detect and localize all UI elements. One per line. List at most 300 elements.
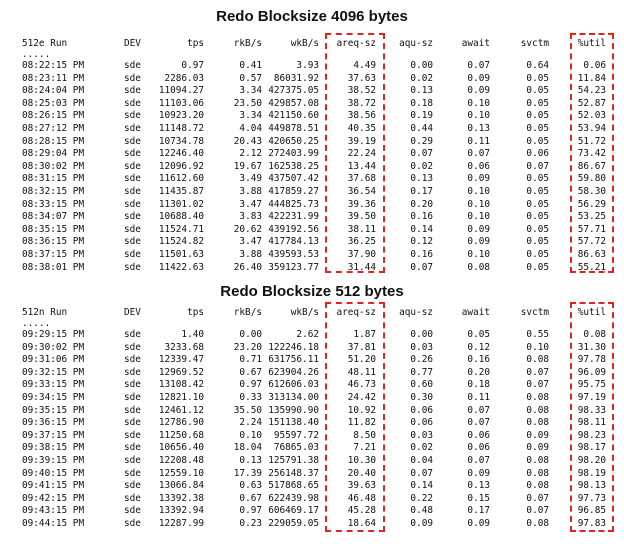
table-cell: 4.04 (239, 123, 262, 134)
table-cell: 52.87 (577, 97, 606, 109)
table-cell: 0.05 (526, 97, 549, 109)
table-cell: 38.72 (347, 97, 376, 109)
table-row (0, 110, 624, 121)
table-cell: 0.11 (467, 135, 490, 147)
table-cell: 08:38:01 PM (22, 261, 85, 273)
table-cell: 0.08 (526, 354, 549, 366)
table-cell: sde (124, 198, 141, 210)
table-cell: 0.09 (467, 518, 490, 529)
table-cell: 0.15 (467, 492, 490, 504)
column-header: tps (187, 38, 204, 49)
table-cell: 313134.00 (268, 392, 319, 403)
table-cell: 3.93 (296, 60, 319, 71)
table-cell: 0.02 (410, 442, 433, 454)
table-cell: 20.43 (233, 135, 262, 147)
table-cell: 11524.82 (158, 236, 204, 248)
table-cell: 0.55 (526, 329, 549, 340)
table-cell: 37.63 (347, 72, 376, 84)
column-header: wkB/s (290, 38, 319, 49)
table-cell: 3.83 (239, 211, 262, 223)
table-cell: 162538.25 (268, 160, 319, 172)
table-cell: 0.67 (239, 492, 262, 504)
ellipsis-line (0, 49, 624, 60)
table-cell: 36.54 (347, 186, 376, 197)
table-cell: 0.09 (467, 72, 490, 84)
table-row (0, 73, 624, 84)
table-cell: 11301.02 (158, 198, 204, 210)
table-cell: 417784.13 (268, 236, 319, 248)
table-cell: 38.52 (347, 85, 376, 97)
table-cell: sde (124, 135, 141, 147)
table-row (0, 136, 624, 147)
table-cell: 12287.99 (158, 518, 204, 529)
table-cell: sde (124, 186, 141, 197)
table-cell: 37.81 (347, 341, 376, 353)
table-cell: sde (124, 85, 141, 97)
table-cell: 0.08 (526, 392, 549, 403)
table-cell: 11.82 (347, 417, 376, 429)
table-cell: 0.13 (467, 480, 490, 492)
table-cell: 08:36:15 PM (22, 236, 85, 248)
table-cell: 0.03 (410, 429, 433, 441)
table-cell: 08:37:15 PM (22, 249, 85, 260)
table-cell: 08:30:02 PM (22, 160, 85, 172)
table-cell: 09:44:15 PM (22, 518, 85, 529)
section-1-title: Redo Blocksize 4096 bytes (216, 8, 408, 25)
table-row (0, 417, 624, 428)
table-cell: 38.11 (347, 223, 376, 235)
table-cell: 18.04 (233, 442, 262, 454)
table-cell: 0.33 (239, 392, 262, 403)
table-cell: 3.47 (239, 198, 262, 210)
table-cell: 51.72 (577, 135, 606, 147)
table-cell: 0.07 (410, 148, 433, 160)
ellipsis: ..... (22, 318, 51, 329)
table-cell: 96.85 (577, 505, 606, 517)
table-cell: 10.92 (347, 404, 376, 416)
table-cell: 08:26:15 PM (22, 110, 85, 122)
table-cell: 0.08 (526, 455, 549, 466)
column-header: await (461, 307, 490, 318)
table-cell: 0.09 (467, 467, 490, 479)
table-cell: 98.23 (577, 429, 606, 441)
table-cell: 11435.87 (158, 186, 204, 197)
column-header: aqu-sz (399, 307, 433, 318)
table-cell: 1.87 (353, 329, 376, 340)
run-label: 512e Run (22, 38, 68, 49)
table-cell: 10.30 (347, 455, 376, 466)
table-cell: 0.18 (410, 97, 433, 109)
table-cell: 0.60 (410, 379, 433, 391)
table-cell: 0.05 (526, 72, 549, 84)
table-cell: 439593.53 (268, 249, 319, 260)
table-cell: 8.50 (353, 429, 376, 441)
table-cell: 0.48 (410, 505, 433, 517)
table-cell: 48.11 (347, 366, 376, 378)
table-cell: 08:28:15 PM (22, 135, 85, 147)
table-cell: 0.20 (410, 198, 433, 210)
table-cell: 427375.05 (268, 85, 319, 97)
table-cell: 0.06 (467, 160, 490, 172)
table-cell: sde (124, 505, 141, 517)
table-cell: 0.97 (239, 379, 262, 391)
table-cell: 0.00 (410, 60, 433, 71)
column-header: areq-sz (336, 307, 376, 318)
table-cell: 22.24 (347, 148, 376, 160)
table-cell: 0.05 (526, 261, 549, 273)
table-cell: 12461.12 (158, 404, 204, 416)
table-cell: 98.17 (577, 442, 606, 454)
table-cell: sde (124, 329, 141, 340)
table-cell: 36.25 (347, 236, 376, 248)
table-cell: 35.50 (233, 404, 262, 416)
table-cell: 46.73 (347, 379, 376, 391)
table-cell: 0.14 (410, 480, 433, 492)
table-cell: 76865.03 (273, 442, 319, 454)
table-cell: 0.05 (526, 110, 549, 122)
table-cell: 86.63 (577, 249, 606, 260)
table-cell: 0.03 (410, 341, 433, 353)
table-cell: 0.05 (526, 249, 549, 260)
table-cell: 11501.63 (158, 249, 204, 260)
column-header: areq-sz (336, 38, 376, 49)
table-cell: sde (124, 492, 141, 504)
table-row (0, 392, 624, 403)
table-cell: 86.67 (577, 160, 606, 172)
table-cell: 0.08 (526, 480, 549, 492)
table-cell: sde (124, 341, 141, 353)
table-cell: sde (124, 442, 141, 454)
table-cell: sde (124, 72, 141, 84)
table-cell: 56.29 (577, 198, 606, 210)
table-row (0, 367, 624, 378)
table-cell: 0.13 (467, 123, 490, 134)
table-cell: 0.05 (526, 211, 549, 223)
table-row (0, 211, 624, 222)
table-cell: sde (124, 60, 141, 71)
table-cell: 12208.48 (158, 455, 204, 466)
table-row (0, 249, 624, 260)
table-cell: 0.05 (526, 135, 549, 147)
ellipsis-line (0, 318, 624, 329)
table-cell: sde (124, 249, 141, 260)
table-cell: 58.30 (577, 186, 606, 197)
table-cell: 0.10 (467, 211, 490, 223)
table-cell: 13108.42 (158, 379, 204, 391)
table-cell: 0.07 (410, 467, 433, 479)
table-cell: 0.08 (526, 518, 549, 529)
table-cell: 359123.77 (268, 261, 319, 273)
table-cell: 08:25:03 PM (22, 97, 85, 109)
table-cell: 95.75 (577, 379, 606, 391)
table-cell: 55.21 (577, 261, 606, 273)
table-cell: 0.17 (467, 505, 490, 517)
table-cell: 10923.20 (158, 110, 204, 122)
table-cell: 0.05 (526, 198, 549, 210)
table-cell: 0.41 (239, 60, 262, 71)
table-cell: 09:33:15 PM (22, 379, 85, 391)
table-cell: sde (124, 211, 141, 223)
table-cell: 0.13 (410, 173, 433, 185)
table-cell: 0.07 (467, 455, 490, 466)
table-cell: 0.06 (583, 60, 606, 71)
table-cell: 98.33 (577, 404, 606, 416)
table-row (0, 505, 624, 516)
table-row (0, 148, 624, 159)
table-cell: 11148.72 (158, 123, 204, 134)
table-cell: 0.07 (526, 160, 549, 172)
table-cell: 0.57 (239, 72, 262, 84)
table-cell: 0.09 (410, 518, 433, 529)
table-row (0, 518, 624, 529)
table-cell: sde (124, 110, 141, 122)
areq-sz-highlight-1 (325, 33, 385, 273)
table-row (0, 329, 624, 340)
table-cell: 0.12 (467, 341, 490, 353)
column-header: rkB/s (233, 38, 262, 49)
table-cell: 0.13 (239, 455, 262, 466)
table-cell: 0.13 (410, 85, 433, 97)
table-cell: 13.44 (347, 160, 376, 172)
table-cell: 0.06 (410, 417, 433, 429)
table-cell: 0.19 (410, 110, 433, 122)
table-cell: 517868.65 (268, 480, 319, 492)
table-cell: 18.64 (347, 518, 376, 529)
util-highlight-2 (570, 302, 614, 532)
table-cell: 11422.63 (158, 261, 204, 273)
table-cell: 09:35:15 PM (22, 404, 85, 416)
table-cell: 7.21 (353, 442, 376, 454)
table-cell: 09:40:15 PM (22, 467, 85, 479)
table-cell: 08:32:15 PM (22, 186, 85, 197)
table-cell: sde (124, 173, 141, 185)
table-cell: 12559.10 (158, 467, 204, 479)
table-cell: sde (124, 455, 141, 466)
table-cell: 3.88 (239, 249, 262, 260)
table-row (0, 161, 624, 172)
table-cell: 12786.90 (158, 417, 204, 429)
table-cell: 0.64 (526, 60, 549, 71)
table-cell: 17.39 (233, 467, 262, 479)
table-cell: 422231.99 (268, 211, 319, 223)
table-cell: 12096.92 (158, 160, 204, 172)
column-header: tps (187, 307, 204, 318)
table-cell: 31.44 (347, 261, 376, 273)
table-cell: sde (124, 123, 141, 134)
table-row (0, 85, 624, 96)
table-cell: 0.06 (467, 429, 490, 441)
table-row (0, 224, 624, 235)
table-row (0, 354, 624, 365)
table-cell: 97.19 (577, 392, 606, 403)
table-cell: 53.25 (577, 211, 606, 223)
table-cell: 0.07 (526, 492, 549, 504)
table-cell: 0.77 (410, 366, 433, 378)
table-cell: 11524.71 (158, 223, 204, 235)
table-cell: 3.34 (239, 110, 262, 122)
table-row (0, 236, 624, 247)
run-label: 512n Run (22, 307, 68, 318)
table-cell: 429857.08 (268, 97, 319, 109)
table-cell: 51.20 (347, 354, 376, 366)
table-cell: 24.42 (347, 392, 376, 403)
table-cell: sde (124, 223, 141, 235)
table-cell: 0.11 (467, 392, 490, 403)
table-cell: 23.20 (233, 341, 262, 353)
table-cell: 0.14 (410, 223, 433, 235)
table-cell: 12969.52 (158, 366, 204, 378)
table-cell: 08:35:15 PM (22, 223, 85, 235)
table-cell: sde (124, 467, 141, 479)
table-header (0, 307, 624, 318)
table-cell: 20.62 (233, 223, 262, 235)
table-cell: 0.67 (239, 366, 262, 378)
table-cell: 0.10 (239, 429, 262, 441)
table-cell: 0.07 (467, 148, 490, 160)
table-cell: 98.13 (577, 480, 606, 492)
column-header: svctm (520, 38, 549, 49)
table-cell: 26.40 (233, 261, 262, 273)
table-cell: 12339.47 (158, 354, 204, 366)
column-header: DEV (124, 38, 141, 49)
column-header: aqu-sz (399, 38, 433, 49)
column-header: %util (577, 307, 606, 318)
table-cell: 08:27:12 PM (22, 123, 85, 134)
table-row (0, 186, 624, 197)
table-cell: 0.71 (239, 354, 262, 366)
table-cell: 0.07 (410, 261, 433, 273)
table-cell: 3.49 (239, 173, 262, 185)
table-cell: 39.50 (347, 211, 376, 223)
table-cell: 09:31:06 PM (22, 354, 85, 366)
table-cell: 0.08 (467, 261, 490, 273)
table-cell: 0.05 (467, 329, 490, 340)
table-header (0, 38, 624, 49)
table-cell: 444825.73 (268, 198, 319, 210)
table-cell: 272403.99 (268, 148, 319, 160)
table-row (0, 342, 624, 353)
table-cell: 08:34:07 PM (22, 211, 85, 223)
table-cell: 0.07 (467, 404, 490, 416)
table-cell: 11094.27 (158, 85, 204, 97)
table-cell: 46.48 (347, 492, 376, 504)
ellipsis: ..... (22, 49, 51, 60)
table-cell: 3.34 (239, 85, 262, 97)
table-cell: 3.88 (239, 186, 262, 197)
table-row (0, 455, 624, 466)
table-cell: 31.30 (577, 341, 606, 353)
table-cell: 2.12 (239, 148, 262, 160)
table-cell: 0.07 (526, 379, 549, 391)
table-cell: sde (124, 379, 141, 391)
table-cell: 0.63 (239, 480, 262, 492)
table-cell: 229059.05 (268, 518, 319, 529)
table-cell: 3.47 (239, 236, 262, 248)
table-cell: 0.07 (526, 366, 549, 378)
table-cell: 0.08 (526, 417, 549, 429)
table-cell: 11612.60 (158, 173, 204, 185)
table-cell: 98.20 (577, 455, 606, 466)
table-cell: 4.49 (353, 60, 376, 71)
table-cell: 86031.92 (273, 72, 319, 84)
column-header: rkB/s (233, 307, 262, 318)
table-cell: 0.07 (526, 505, 549, 517)
table-cell: 631756.11 (268, 354, 319, 366)
table-cell: 19.67 (233, 160, 262, 172)
table-cell: 0.05 (526, 186, 549, 197)
table-cell: 39.19 (347, 135, 376, 147)
table-cell: 1.40 (181, 329, 204, 340)
table-cell: 08:23:11 PM (22, 72, 85, 84)
table-cell: 37.68 (347, 173, 376, 185)
table-cell: 0.02 (410, 72, 433, 84)
table-cell: 37.90 (347, 249, 376, 260)
table-cell: 0.10 (467, 186, 490, 197)
table-cell: 0.97 (239, 505, 262, 517)
table-cell: 0.04 (410, 455, 433, 466)
table-cell: 09:38:15 PM (22, 442, 85, 454)
column-header: wkB/s (290, 307, 319, 318)
table-cell: 11103.06 (158, 97, 204, 109)
table-cell: 622439.98 (268, 492, 319, 504)
table-cell: 612606.03 (268, 379, 319, 391)
table-cell: 2286.03 (164, 72, 204, 84)
table-cell: 135990.90 (268, 404, 319, 416)
table-cell: 0.09 (526, 429, 549, 441)
table-cell: 09:37:15 PM (22, 429, 85, 441)
table-row (0, 405, 624, 416)
table-cell: 53.94 (577, 123, 606, 134)
table-cell: 0.17 (410, 186, 433, 197)
table-cell: 437507.42 (268, 173, 319, 185)
table-cell: 0.05 (526, 223, 549, 235)
table-cell: 122246.18 (268, 341, 319, 353)
table-row (0, 98, 624, 109)
table-cell: 97.73 (577, 492, 606, 504)
table-cell: 125791.38 (268, 455, 319, 466)
table-cell: 98.19 (577, 467, 606, 479)
table-cell: 13392.38 (158, 492, 204, 504)
table-row (0, 379, 624, 390)
table-cell: 0.05 (526, 173, 549, 185)
table-cell: 0.08 (526, 404, 549, 416)
table-cell: 38.56 (347, 110, 376, 122)
table-cell: 10688.40 (158, 211, 204, 223)
table-cell: 449878.51 (268, 123, 319, 134)
table-cell: 09:42:15 PM (22, 492, 85, 504)
table-cell: 0.16 (467, 354, 490, 366)
table-cell: 59.80 (577, 173, 606, 185)
table-cell: 39.36 (347, 198, 376, 210)
table-cell: sde (124, 392, 141, 403)
table-cell: 0.44 (410, 123, 433, 134)
table-row (0, 493, 624, 504)
table-cell: 0.16 (410, 249, 433, 260)
table-cell: 11.84 (577, 72, 606, 84)
table-cell: 256148.37 (268, 467, 319, 479)
table-cell: 11250.68 (158, 429, 204, 441)
table-cell: 08:22:15 PM (22, 60, 85, 71)
table-cell: 12246.40 (158, 148, 204, 160)
table-cell: 417859.27 (268, 186, 319, 197)
table-cell: sde (124, 148, 141, 160)
table-cell: 10734.78 (158, 135, 204, 147)
table-cell: 95597.72 (273, 429, 319, 441)
table-cell: 0.05 (526, 123, 549, 134)
table-cell: sde (124, 518, 141, 529)
table-cell: 0.09 (467, 236, 490, 248)
table-cell: 0.07 (467, 417, 490, 429)
